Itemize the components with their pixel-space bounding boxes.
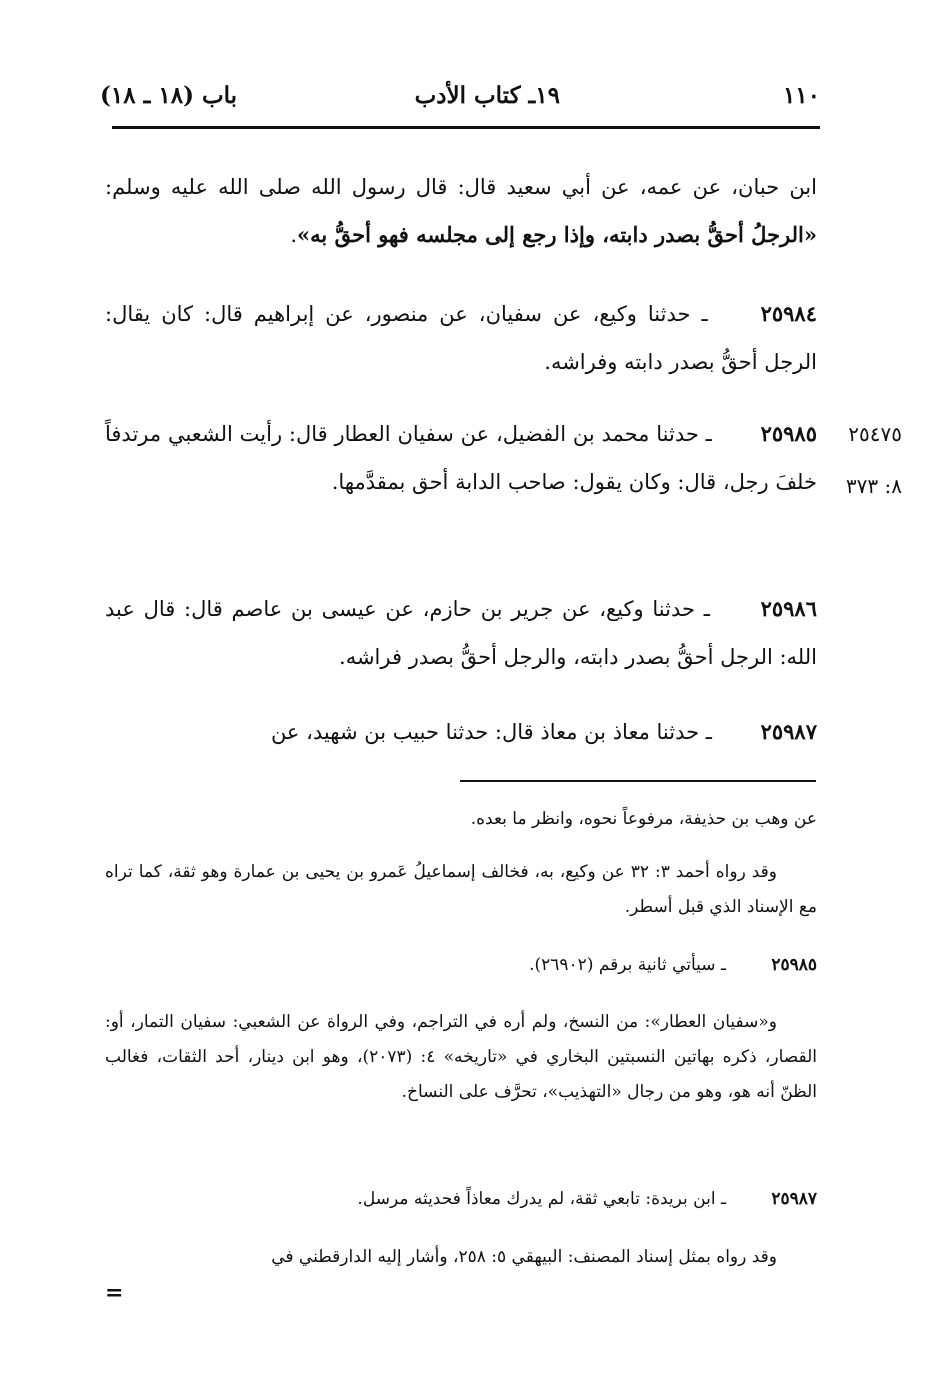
- hadith-number: ٢٥٩٨٥: [760, 421, 817, 446]
- continuation-mark: =: [105, 1280, 124, 1306]
- hadith-25986: [105, 585, 817, 681]
- passage-end: .: [290, 223, 298, 247]
- footnote-text: ـ سيأتي ثانية برقم (٢٦٩٠٢).: [529, 955, 732, 975]
- footnote-3: [105, 948, 817, 983]
- footnote-5: [105, 1182, 817, 1217]
- footnote-2: [105, 855, 817, 925]
- footnote-text: و«سفيان العطار»: من النسخ، ولم أره في التراجم، وفي الرواة عن الشعبي: سفيان التمار، أو: القصار، ذكره بهاتين النسبتين البخاري في «تاريخه» ٤: (٢٠٧٣)، وهو ابن دينار، أحد الثقات، فغالب الظنّ أنه هو، وهو من رجال «التهذيب»، تحرَّف على النساخ.: [105, 1012, 818, 1102]
- book-title: ١٩ـ كتاب الأدب: [414, 82, 560, 109]
- footnote-number: ٢٥٩٨٥: [771, 955, 817, 975]
- passage-quote: «الرجلُ أحقُّ بصدر دابته، وإذا رجع إلى مجلسه فهو أحقُّ به»: [297, 222, 817, 247]
- margin-ref-1: ٢٥٤٧٥: [848, 422, 902, 446]
- header-rule: [112, 126, 820, 129]
- footnote-text: وقد رواه بمثل إسناد المصنف: البيهقي ٥: ٢٥٨، وأشار إليه الدارقطني في: [271, 1247, 777, 1267]
- footnote-1: [105, 802, 817, 837]
- footnote-text: وقد رواه أحمد ٣: ٣٢ عن وكيع، به، فخالف إسماعيلُ عَمرو بن يحيى بن عمارة وهو ثقة، كما تراه مع الإسناد الذي قبل أسطر.: [105, 862, 817, 917]
- page-number: ١١٠: [782, 82, 820, 109]
- passage-continuation: [105, 163, 817, 259]
- footnote-rule: [460, 780, 816, 782]
- page-header: [100, 82, 820, 126]
- hadith-number: ٢٥٩٨٤: [760, 301, 817, 326]
- footnote-text: ـ ابن بريدة: تابعي ثقة، لم يدرك معاذاً فحديثه مرسل.: [357, 1189, 732, 1209]
- hadith-number: ٢٥٩٨٦: [760, 596, 817, 621]
- footnote-text: عن وهب بن حذيفة، مرفوعاً نحوه، وانظر ما بعده.: [470, 809, 817, 829]
- hadith-number: ٢٥٩٨٧: [760, 719, 817, 744]
- hadith-25985: [105, 410, 817, 506]
- footnote-4: [105, 1005, 817, 1110]
- hadith-25987: [105, 708, 817, 756]
- footnote-number: ٢٥٩٨٧: [771, 1189, 817, 1209]
- hadith-text: ـ حدثنا وكيع، عن سفيان، عن منصور، عن إبراهيم قال: كان يقال: الرجل أحقُّ بصدر دابته وفراشه.: [105, 302, 817, 374]
- hadith-text: ـ حدثنا وكيع، عن جرير بن حازم، عن عيسى بن عاصم قال: قال عبد الله: الرجل أحقُّ بصدر دابته، والرجل أحقُّ بصدر فراشه.: [105, 597, 817, 669]
- chapter-label: باب (١٨ ـ ١٨): [100, 82, 238, 109]
- margin-ref-2: ٨: ٣٧٣: [845, 474, 902, 498]
- footnote-6: [105, 1240, 817, 1275]
- hadith-text: ـ حدثنا محمد بن الفضيل، عن سفيان العطار قال: رأيت الشعبي مرتدفاً خلفَ رجل، قال: وكان يقول: صاحب الدابة أحق بمقدَّمها.: [105, 422, 817, 494]
- hadith-25984: [105, 290, 817, 386]
- hadith-text: ـ حدثنا معاذ بن معاذ قال: حدثنا حبيب بن شهيد، عن: [270, 720, 719, 744]
- passage-text: ابن حبان، عن عمه، عن أبي سعيد قال: قال رسول الله صلى الله عليه وسلم:: [105, 175, 817, 199]
